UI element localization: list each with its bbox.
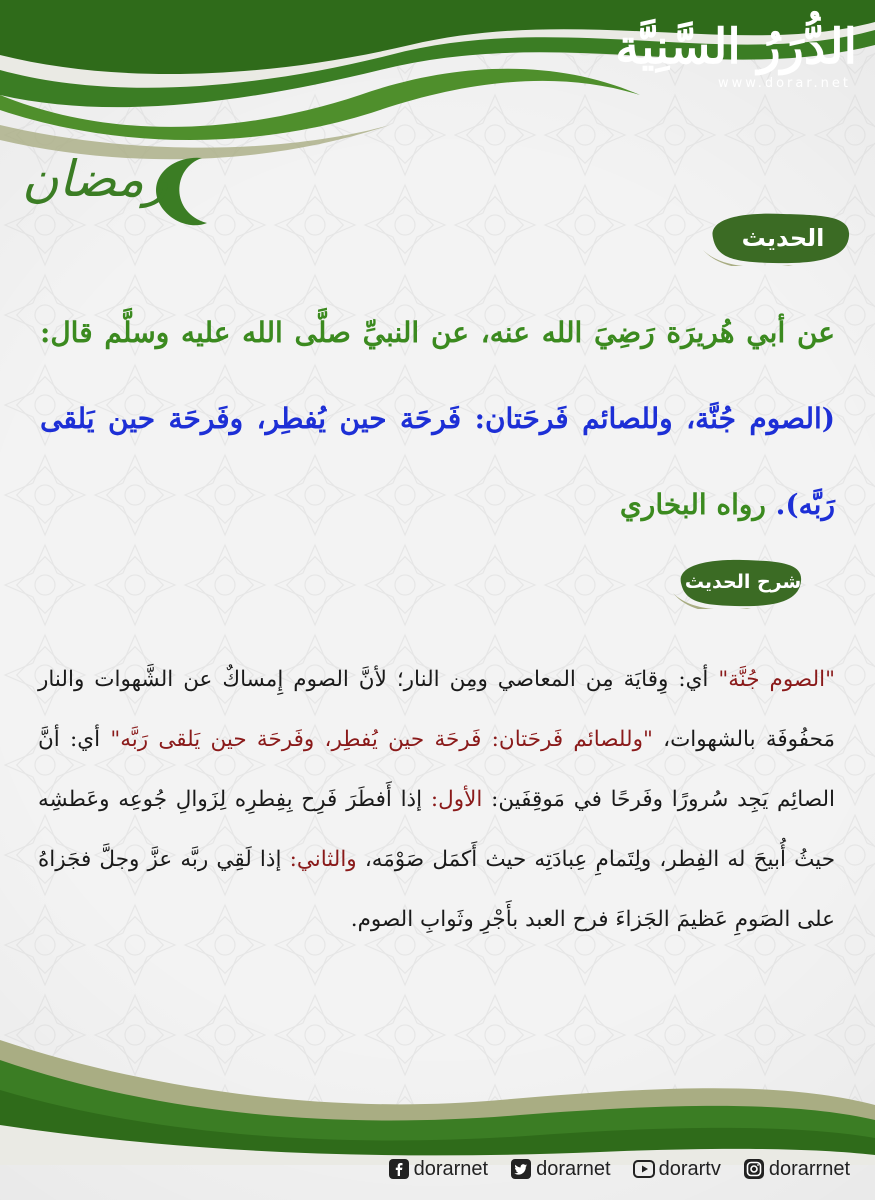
hadith-intro: عن أبي هُريرَة رَضِيَ الله عنه، عن النبيِّ صلَّى الله عليه وسلَّم قال: [40, 316, 835, 349]
hadith-quote: (الصوم جُنَّة، وللصائم فَرحَتان: فَرحَة حين يُفطِر، وفَرحَة حين يَلقى رَبَّه). [40, 402, 835, 521]
youtube-link[interactable] [633, 1157, 721, 1181]
second-text: إذا لَقِي ربَّه عزَّ وجلَّ فجَزاهُ على الصَومِ عَظيمَ الجَزاءَ فرح العبد بأَجْرِ وثَوابِ الصوم. [38, 847, 835, 932]
logo-url: www.dorar.net [718, 76, 851, 91]
hadith-section-label [703, 210, 853, 266]
logo-title: الدُّرَرُ السَّنِيَّة [615, 19, 857, 75]
explanation-text-1: أي: وِقايَة مِن المعاصي ومِن النار؛ لأنَّ الصوم إِمساكٌ عن الشَّهوات والنار مَحفُوفَة بالشهوات، [38, 667, 836, 752]
bottom-wave-decoration [0, 1020, 875, 1165]
first-label: الأول: [430, 787, 483, 812]
sharh-section-label [673, 557, 805, 609]
facebook-link[interactable] [388, 1157, 489, 1181]
facebook-icon [388, 1158, 410, 1180]
facebook-handle: dorarnet [413, 1157, 489, 1180]
instagram-handle: dorarrnet [768, 1157, 850, 1180]
youtube-icon [633, 1158, 655, 1180]
instagram-link[interactable] [743, 1157, 850, 1181]
explanation-text-2: أي: أنَّ الصائِم يَجِد سُرورًا وفَرحًا في مَوقِفَين: [38, 727, 836, 812]
second-label: والثاني: [289, 847, 357, 872]
site-logo[interactable] [597, 18, 857, 98]
twitter-icon [510, 1158, 532, 1180]
ramadan-calligraphy: رمضان [22, 150, 169, 208]
hadith-text [40, 290, 835, 548]
youtube-handle: dorartv [658, 1157, 721, 1180]
sharh-label-text: شرح الحديث [684, 571, 802, 593]
explanation-quote-2: "وللصائم فَرحَتان: فَرحَة حين يُفطِر، وفَرحَة حين يَلقى رَبَّه" [110, 727, 653, 752]
first-text: إذا أَفطَرَ فَرِح بِفِطرِه لِزَوالِ جُوعِه وعَطشِه حيثُ أُبيحَ له الفِطر، ولِتَمامِ عِبادَتِه حيث أَكمَل صَوْمَه، [38, 787, 835, 872]
instagram-icon [743, 1158, 765, 1180]
twitter-handle: dorarnet [536, 1157, 611, 1180]
social-links [388, 1157, 850, 1181]
hadith-source: رواه البخاري [619, 488, 776, 521]
explanation-quote-1: "الصوم جُنَّة" [718, 667, 835, 692]
twitter-link[interactable] [510, 1157, 611, 1181]
hadith-label-text: الحديث [741, 224, 825, 252]
hadith-explanation [38, 650, 835, 950]
